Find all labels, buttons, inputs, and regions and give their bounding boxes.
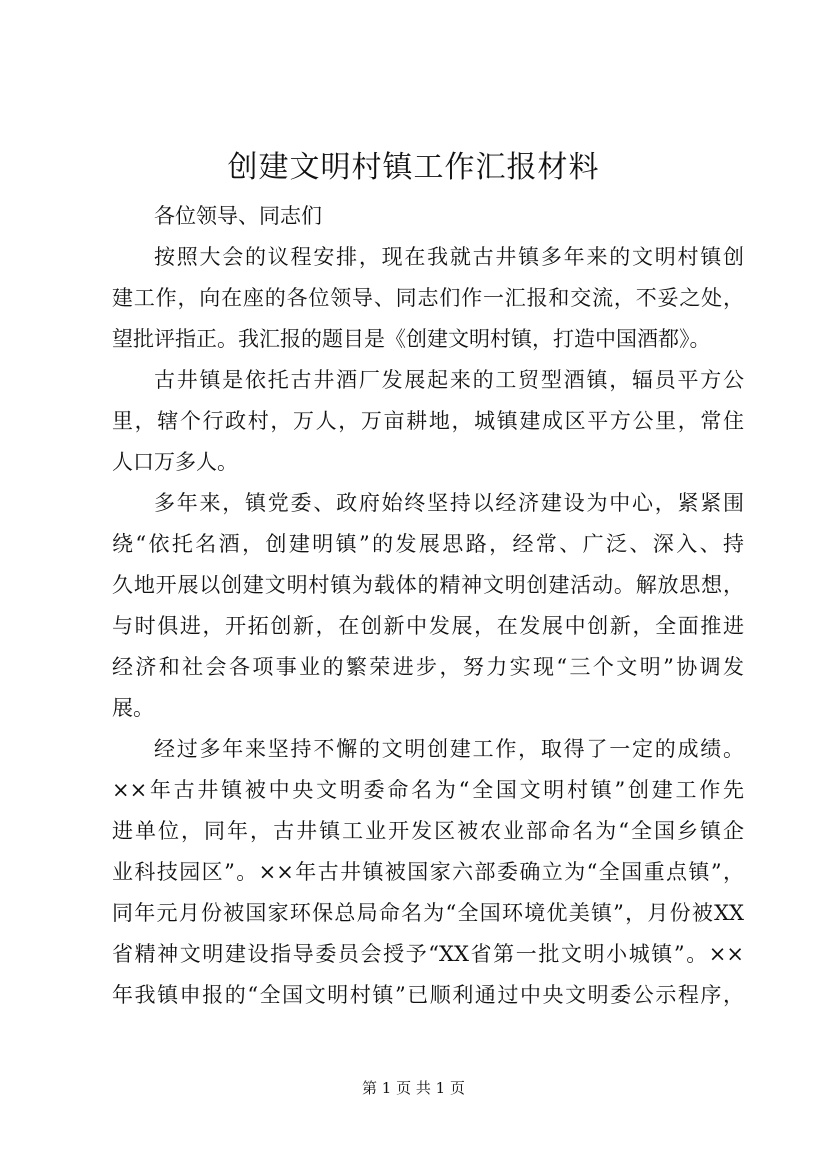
- text-line: 多年来，镇党委、政府始终坚持以经济建设为中心，紧紧围: [154, 491, 744, 515]
- text-line: 展。: [112, 696, 154, 720]
- text-line: ××年古井镇被中央文明委命名为“全国文明村镇”创建工作先: [112, 778, 744, 802]
- text-line: 古井镇是依托古井酒厂发展起来的工贸型酒镇，辐员平方公: [154, 368, 744, 392]
- text-line: 年我镇申报的“全国文明村镇”已顺利通过中央文明委公示程序，: [112, 983, 744, 1007]
- document-body: [112, 196, 744, 1016]
- text-line: 同年元月份被国家环保总局命名为“全国环境优美镇”，月份被XX: [112, 901, 744, 925]
- text-line: 里，辖个行政村，万人，万亩耕地，城镇建成区平方公里，常住: [112, 409, 744, 433]
- text-line: 望批评指正。我汇报的题目是《创建文明村镇，打造中国酒都》。: [112, 327, 711, 351]
- text-line: 业科技园区”。××年古井镇被国家六部委确立为“全国重点镇”，: [112, 860, 744, 884]
- text-line: 进单位，同年，古井镇工业开发区被农业部命名为“全国乡镇企: [112, 819, 744, 843]
- text-line: 经济和社会各项事业的繁荣进步，努力实现“三个文明”协调发: [112, 655, 744, 679]
- text-line: 省精神文明建设指导委员会授予“XX省第一批文明小城镇”。××: [112, 942, 744, 966]
- text-line: 人口万多人。: [112, 450, 238, 474]
- page-footer: 第 1 页 共 1 页: [362, 1079, 465, 1097]
- text-line: 各位领导、同志们: [154, 204, 322, 228]
- text-line: 与时俱进，开拓创新，在创新中发展，在发展中创新，全面推进: [112, 614, 744, 638]
- text-line: 经过多年来坚持不懈的文明创建工作，取得了一定的成绩。: [154, 737, 744, 761]
- text-line: 建工作，向在座的各位领导、同志们作一汇报和交流，不妥之处，: [112, 286, 744, 310]
- text-line: 久地开展以创建文明村镇为载体的精神文明创建活动。解放思想，: [112, 573, 744, 597]
- document-title: 创建文明村镇工作汇报材料: [227, 150, 600, 185]
- text-line: 按照大会的议程安排，现在我就古井镇多年来的文明村镇创: [154, 245, 744, 269]
- text-line: 绕“依托名酒，创建明镇”的发展思路，经常、广泛、深入、持: [112, 532, 744, 556]
